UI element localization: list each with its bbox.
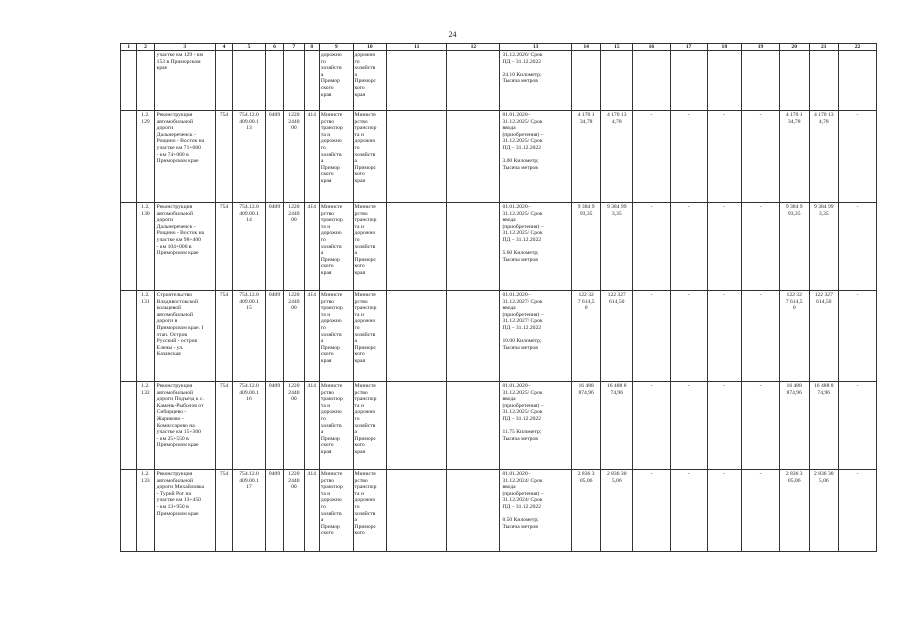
cell (387, 470, 447, 552)
expense-type-cell: 414 (304, 382, 319, 470)
total-cell: 2 836 30 5,06 (601, 470, 633, 552)
admin-code-cell: 754 (215, 470, 232, 552)
estimate-cell: 9 384 9 93,35 (571, 203, 601, 291)
developer-cell: Министе рство транспор та и дорожно го хозяйств а Приморс кого края (353, 203, 387, 291)
object-name-cell: участке км 129 - км 153 в Приморском крае (154, 51, 215, 111)
estimate-cell: 2 836 3 05,06 (571, 470, 601, 552)
total-cell: 122 327 614,50 (601, 291, 633, 382)
column-number: 19 (742, 44, 780, 51)
column-number-row (121, 44, 877, 51)
cell (809, 51, 839, 111)
expense-type-cell: 414 (304, 291, 319, 382)
dash-cell: - (670, 111, 707, 203)
cell (447, 51, 500, 111)
dash-cell: - (707, 111, 742, 203)
cell (447, 203, 500, 291)
admin-code-cell: 754 (215, 111, 232, 203)
column-number: 21 (809, 44, 839, 51)
dash-cell: - (839, 203, 877, 291)
section-code-cell: 0409 (265, 203, 283, 291)
object-code-cell: 754.12.0 409.00.1 15 (233, 291, 266, 382)
dash-cell: - (742, 203, 780, 291)
cell (233, 51, 266, 111)
table-row (121, 203, 877, 291)
row-number-cell: 1.2. 130 (137, 203, 154, 291)
developer-cell: дорожно го хозяйств а Приморс кого края (353, 51, 387, 111)
cell (265, 51, 283, 111)
cell (121, 51, 137, 111)
developer-cell: Министе рство транспор та и дорожно го хозяйств а Приморс кого края (353, 291, 387, 382)
dash-cell: - (633, 203, 671, 291)
row-number-cell: 1.2. 131 (137, 291, 154, 382)
column-number: 20 (779, 44, 809, 51)
object-name-cell: Строительство Владивостокской кольцевой автомобильной дороги в Приморском крае. I этап. Остров Русский - остров Елены - ул. Казанская (154, 291, 215, 382)
section-code-cell: 0409 (265, 111, 283, 203)
dash-cell: - (670, 291, 707, 382)
target-article-cell: 1220 2440 00 (284, 382, 304, 470)
column-number: 9 (319, 44, 353, 51)
cell (447, 470, 500, 552)
target-article-cell: 1220 2440 00 (284, 111, 304, 203)
dash-cell: - (839, 382, 877, 470)
customer-cell: Министе рство транспор та и дорожно го хозяйств а Примор ского края (319, 382, 353, 470)
funding-total-cell: 122 327 614,50 (809, 291, 839, 382)
estimate-cell: 122 32 7 614,5 0 (571, 291, 601, 382)
section-code-cell: 0409 (265, 470, 283, 552)
column-number: 4 (215, 44, 232, 51)
dash-cell: - (707, 291, 742, 382)
object-name-cell: Реконструкция автомобильной дороги Дальнереченск - Рощино - Восток на участке км 98+400 - км 104+000 в Приморском крае (154, 203, 215, 291)
funding-total-cell: 9 384 99 3,35 (809, 203, 839, 291)
continuation-row (121, 51, 877, 111)
developer-cell: Министе рство транспор та и дорожно го хозяйств а Приморс кого края (353, 111, 387, 203)
dash-cell: - (742, 470, 780, 552)
funding-total-cell: 2 836 30 5,06 (809, 470, 839, 552)
dash-cell: - (742, 291, 780, 382)
cell (779, 51, 809, 111)
object-name-cell: Реконструкция автомобильной дороги Михайловка - Турий Рог на участке км 13+450 - км 13+950 в Приморском крае (154, 470, 215, 552)
section-code-cell: 0409 (265, 382, 283, 470)
dash-cell: - (633, 470, 671, 552)
dash-cell: - (670, 470, 707, 552)
estimate-cell: 4 170 1 34,78 (571, 111, 601, 203)
object-code-cell: 754.12.0 409.00.1 16 (233, 382, 266, 470)
cell (121, 111, 137, 203)
column-number: 16 (633, 44, 671, 51)
object-code-cell: 754.12.0 409.00.1 14 (233, 203, 266, 291)
dash-cell: - (670, 382, 707, 470)
table-row (121, 111, 877, 203)
customer-cell: Министе рство транспор та и дорожно го хозяйств а Примор ского края (319, 291, 353, 382)
total-cell: 4 170 13 4,78 (601, 111, 633, 203)
expense-type-cell: 414 (304, 470, 319, 552)
cell (387, 111, 447, 203)
total-cell: 9 384 99 3,35 (601, 203, 633, 291)
column-number: 14 (571, 44, 601, 51)
funding-cell: 122 32 7 614,5 0 (779, 291, 809, 382)
target-article-cell: 1220 2440 00 (284, 470, 304, 552)
dash-cell: - (707, 203, 742, 291)
admin-code-cell: 754 (215, 291, 232, 382)
developer-cell: Министе рство транспор та и дорожно го хозяйств а Приморс кого края (353, 382, 387, 470)
row-number-cell: 1.2. 132 (137, 382, 154, 470)
dash-cell: - (633, 111, 671, 203)
cell (839, 51, 877, 111)
column-number: 15 (601, 44, 633, 51)
funding-total-cell: 16 488 8 74,96 (809, 382, 839, 470)
column-number: 2 (137, 44, 154, 51)
term-cell: 31.12.2026/ Срок ПД – 31.12.2022 24.10 Километр; Тысяча метров (500, 51, 571, 111)
dash-cell: - (633, 291, 671, 382)
term-cell: 01.01.2020– 31.12.2024/ Срок ввода (приобретения) – 31.12.2024/ Срок ПД – 31.12.2022 0.50 Километр; Тысяча метров (500, 470, 571, 552)
cell (121, 203, 137, 291)
cell (215, 51, 232, 111)
developer-cell: Министе рство транспор та и дорожно го хозяйств а Приморс кого (353, 470, 387, 552)
term-cell: 01.01.2020– 31.12.2025/ Срок ввода (приобретения) – 31.12.2025/ Срок ПД – 31.12.2022 3.00 Километр; Тысяча метров (500, 111, 571, 203)
row-number-cell: 1.2. 129 (137, 111, 154, 203)
target-article-cell: 1220 2440 00 (284, 291, 304, 382)
cell (121, 382, 137, 470)
cell (670, 51, 707, 111)
cell (387, 51, 447, 111)
dash-cell: - (633, 382, 671, 470)
dash-cell: - (839, 470, 877, 552)
cell (121, 291, 137, 382)
budget-table (120, 43, 877, 552)
column-number: 1 (121, 44, 137, 51)
term-cell: 01.01.2020– 31.12.2025/ Срок ввода (приобретения) – 31.12.2025/ Срок ПД – 31.12.2022 11.75 Километр; Тысяча метров (500, 382, 571, 470)
column-number: 5 (233, 44, 266, 51)
column-number: 22 (839, 44, 877, 51)
expense-type-cell: 414 (304, 203, 319, 291)
row-number-cell: 1.2. 133 (137, 470, 154, 552)
funding-cell: 16 488 874,96 (779, 382, 809, 470)
dash-cell: - (707, 382, 742, 470)
column-number: 10 (353, 44, 387, 51)
column-number: 13 (500, 44, 571, 51)
cell (601, 51, 633, 111)
cell (742, 51, 780, 111)
object-code-cell: 754.12.0 409.00.1 17 (233, 470, 266, 552)
dash-cell: - (742, 111, 780, 203)
table-row (121, 291, 877, 382)
dash-cell: - (839, 111, 877, 203)
column-number: 7 (284, 44, 304, 51)
funding-cell: 4 170 1 34,78 (779, 111, 809, 203)
column-number: 17 (670, 44, 707, 51)
expense-type-cell: 414 (304, 111, 319, 203)
column-number: 6 (265, 44, 283, 51)
cell (387, 291, 447, 382)
dash-cell: - (670, 203, 707, 291)
funding-cell: 9 384 9 93,35 (779, 203, 809, 291)
admin-code-cell: 754 (215, 382, 232, 470)
table-row (121, 382, 877, 470)
page-number: 24 (448, 30, 457, 39)
cell (447, 382, 500, 470)
dash-cell: - (839, 291, 877, 382)
cell (121, 470, 137, 552)
table-row (121, 470, 877, 552)
object-code-cell: 754.12.0 409.00.1 13 (233, 111, 266, 203)
dash-cell: - (742, 382, 780, 470)
estimate-cell: 16 488 874,96 (571, 382, 601, 470)
term-cell: 01.01.2020– 31.12.2025/ Срок ввода (приобретения) – 31.12.2025/ Срок ПД – 31.12.2022 5.60 Километр; Тысяча метров (500, 203, 571, 291)
cell (284, 51, 304, 111)
object-name-cell: Реконструкция автомобильной дороги Подъезд к с. Камень-Рыболов от Сибирцево - Жариково - Комиссарово на участке км 15+300 - км 25+550 в Приморском крае (154, 382, 215, 470)
cell (387, 382, 447, 470)
cell (633, 51, 671, 111)
funding-total-cell: 4 170 13 4,78 (809, 111, 839, 203)
term-cell: 01.01.2020– 31.12.2027/ Срок ввода (приобретения) – 31.12.2027/ Срок ПД – 31.12.2022 10.00 Километр; Тысяча метров (500, 291, 571, 382)
cell (447, 291, 500, 382)
object-name-cell: Реконструкция автомобильной дороги Дальнереченск - Рощино - Восток на участке км 71+000 - км 74+000 в Приморском крае (154, 111, 215, 203)
funding-cell: 2 836 3 05,06 (779, 470, 809, 552)
target-article-cell: 1220 2440 00 (284, 203, 304, 291)
customer-cell: Министе рство транспор та и дорожно го хозяйств а Примор ского края (319, 203, 353, 291)
column-number: 3 (154, 44, 215, 51)
column-number: 18 (707, 44, 742, 51)
column-number: 8 (304, 44, 319, 51)
column-number: 11 (387, 44, 447, 51)
cell (137, 51, 154, 111)
customer-cell: Министе рство транспор та и дорожно го хозяйств а Примор ского края (319, 111, 353, 203)
cell (387, 203, 447, 291)
cell (571, 51, 601, 111)
section-code-cell: 0409 (265, 291, 283, 382)
column-number: 12 (447, 44, 500, 51)
cell (304, 51, 319, 111)
cell (447, 111, 500, 203)
dash-cell: - (707, 470, 742, 552)
admin-code-cell: 754 (215, 203, 232, 291)
cell (707, 51, 742, 111)
total-cell: 16 488 8 74,96 (601, 382, 633, 470)
customer-cell: Министе рство транспор та и дорожно го хозяйств а Примор ского (319, 470, 353, 552)
customer-cell: дорожно го хозяйств а Примор ского края (319, 51, 353, 111)
